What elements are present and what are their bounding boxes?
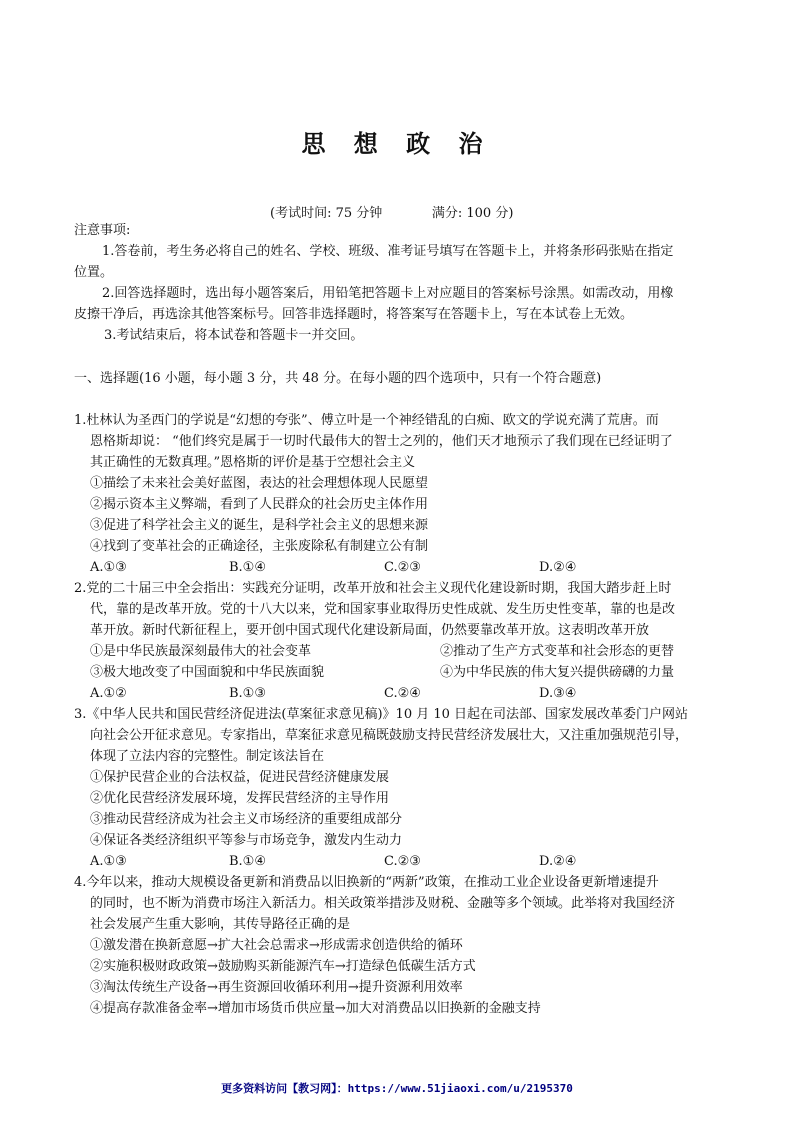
question-stem: 的同时，也不断为消费市场注入新活力。相关政策举措涉及财税、金融等多个领域。此举将对我国经济 [90,896,676,911]
question-stem: 向社会公开征求意见。专家指出，草案征求意见稿既鼓励支持民营经济发展壮大，又注重加强规范引导， [90,728,689,743]
question-2 [74,578,726,704]
statement-row [74,641,726,662]
option-b[interactable]: B.①③ [229,686,266,701]
statement: ③推动民营经济成为社会主义市场经济的重要组成部分 [90,812,403,827]
option-a[interactable]: A.①③ [90,560,127,575]
exam-time: (考试时间: 75 分钟 [270,206,383,221]
question-stem: 1.杜林认为圣西门的学说是“幻想的夸张”、傅立叶是一个神经错乱的白痴、欧文的学说充满了荒唐。而 [74,413,659,428]
question-stem: 体现了立法内容的完整性。制定该法旨在 [90,749,325,764]
notice-heading: 注意事项: [74,223,131,238]
option-d[interactable]: D.②④ [539,560,577,575]
statement: ④提高存款准备金率→增加市场货币供应量→加大对消费品以旧换新的金融支持 [90,1001,541,1016]
answer-options [74,683,726,704]
section-heading: 一、选择题(16 小题，每小题 3 分，共 48 分。在每小题的四个选项中，只有一个符合题意) [74,371,602,386]
question-3 [74,704,726,872]
notice-section [74,220,726,346]
option-c[interactable]: C.②④ [384,686,421,701]
question-stem: 4.今年以来，推动大规模设备更新和消费品以旧换新的“两新”政策，在推动工业企业设备更新增速提升 [74,875,659,890]
statement: ④找到了变革社会的正确途径，主张废除私有制建立公有制 [90,539,429,554]
question-stem: 3.《中华人民共和国民营经济促进法(草案征求意见稿)》10 月 10 日起在司法部、国家发展改革委门户网站 [74,707,689,722]
statement: ③淘汰传统生产设备→再生资源回收循环利用→提升资源利用效率 [90,980,463,995]
question-stem: 代，靠的是改革开放。党的十八大以来，党和国家事业取得历史性成就、发生历史性变革，靠的也是改 [90,602,676,617]
statement: ①描绘了未来社会美好蓝图，表达的社会理想体现人民愿望 [90,476,429,491]
notice-item-2-cont: 皮擦干净后，再选涂其他答案标号。回答非选择题时，将答案写在答题卡上，写在本试卷上无效。 [74,307,634,322]
statement: ④保证各类经济组织平等参与市场竞争，激发内生动力 [90,833,403,848]
notice-item-2: 2.回答选择题时，选出每小题答案后，用铅笔把答题卡上对应题目的答案标号涂黑。如需改动，用橡 [102,286,674,301]
statement: ①保护民营企业的合法权益，促进民营经济健康发展 [90,770,390,785]
statement: ④为中华民族的伟大复兴提供磅礴的力量 [440,665,675,680]
statement: ②推动了生产方式变革和社会形态的更替 [440,644,675,659]
question-stem: 其正确性的无数真理。”恩格斯的评价是基于空想社会主义 [90,455,416,470]
statement: ③极大地改变了中国面貌和中华民族面貌 [90,665,325,680]
option-c[interactable]: C.②③ [384,854,421,869]
question-stem: 革开放。新时代新征程上，要开创中国式现代化建设新局面，仍然要靠改革开放。这表明改革开放 [90,623,650,638]
statement: ②优化民营经济发展环境，发挥民营经济的主导作用 [90,791,390,806]
question-4 [74,872,726,1019]
statement-row [74,662,726,683]
answer-options [74,557,726,578]
option-b[interactable]: B.①④ [229,560,266,575]
statement: ①是中华民族最深刻最伟大的社会变革 [90,644,312,659]
question-stem: 社会发展产生重大影响，其传导路径正确的是 [90,917,351,932]
option-d[interactable]: D.③④ [539,686,577,701]
option-d[interactable]: D.②④ [539,854,577,869]
statement: ①激发潜在换新意愿→扩大社会总需求→形成需求创造供给的循环 [90,938,463,953]
statement: ③促进了科学社会主义的诞生，是科学社会主义的思想来源 [90,518,429,533]
answer-options [74,851,726,872]
statement: ②实施积极财政政策→鼓励购买新能源汽车→打造绿色低碳生活方式 [90,959,476,974]
option-b[interactable]: B.①④ [229,854,266,869]
footer-link[interactable]: 更多资料访问【教习网】：https://www.51jiaoxi.com/u/2195370 [221,1082,573,1095]
notice-item-1: 1.答卷前，考生务必将自己的姓名、学校、班级、准考证号填写在答题卡上，并将条形码张贴在指定 [102,244,674,259]
exam-score: 满分: 100 分) [431,206,514,221]
notice-item-3: 3.考试结束后，将本试卷和答题卡一并交回。 [104,328,364,343]
question-1 [74,410,726,578]
option-c[interactable]: C.②③ [384,560,421,575]
notice-item-1-cont: 位置。 [74,265,114,280]
page-title: 思 想 政 治 [301,130,493,158]
question-stem: 恩格斯却说： “他们终究是属于一切时代最伟大的智士之列的，他们天才地预示了我们现在已经证明了 [90,434,673,449]
question-stem: 2.党的二十届三中全会指出：实践充分证明，改革开放和社会主义现代化建设新时期，我国大踏步赶上时 [74,581,672,596]
option-a[interactable]: A.①② [90,686,127,701]
option-a[interactable]: A.①③ [90,854,127,869]
statement: ②揭示资本主义弊端，看到了人民群众的社会历史主体作用 [90,497,429,512]
exam-info [270,202,513,221]
